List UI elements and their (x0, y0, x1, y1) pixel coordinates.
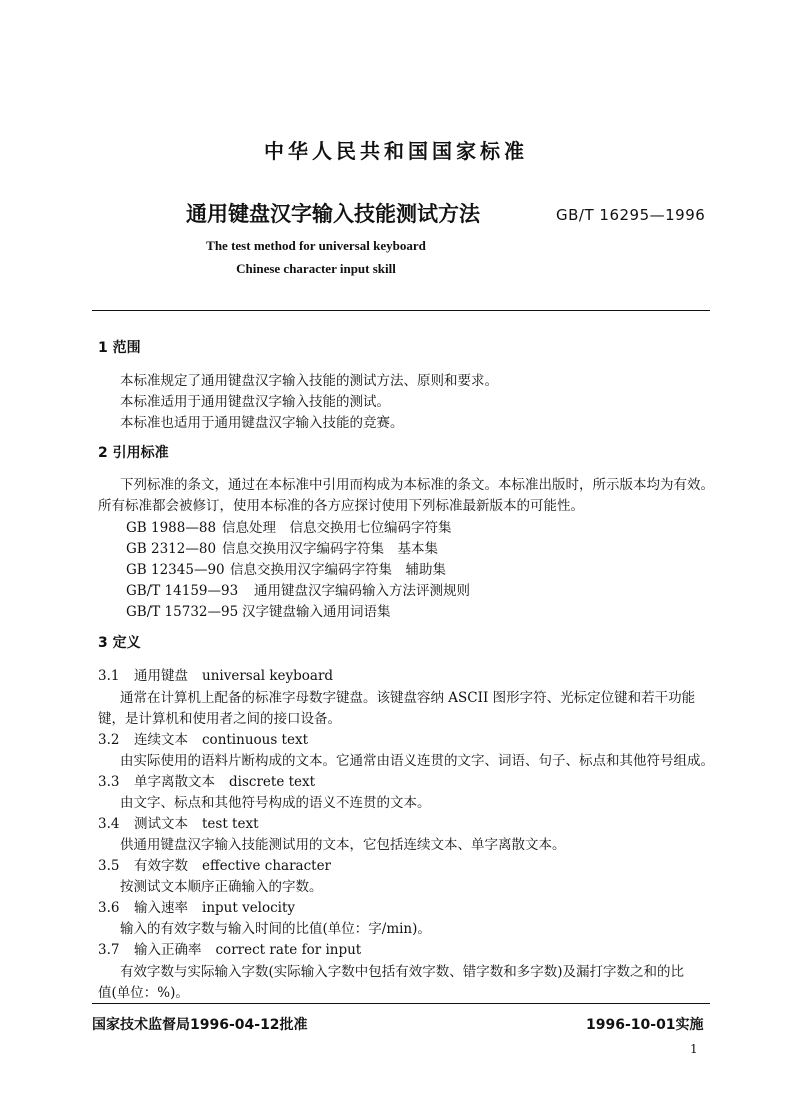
reference-title: 信息处理 信息交换用七位编码字符集 (222, 520, 452, 536)
definition-body: 按测试文本顺序正确输入的字数。 (120, 879, 323, 895)
definition-number: 3.7 (98, 942, 120, 958)
definition-body: 由实际使用的语料片断构成的文本。它通常由语义连贯的文字、词语、句子、标点和其他符号组成。 (120, 753, 714, 769)
definition-term-en: universal keyboard (202, 668, 334, 684)
reference-title: 汉字键盘输入通用词语集 (242, 604, 391, 620)
section-1-line: 本标准也适用于通用键盘汉字输入技能的竞赛。 (120, 415, 404, 431)
definition-term-zh: 单字离散文本 (134, 774, 215, 790)
definition-number: 3.5 (98, 858, 120, 874)
section-1-line: 本标准适用于通用键盘汉字输入技能的测试。 (120, 394, 390, 410)
definition-body: 值(单位：%)。 (98, 985, 189, 1001)
definition-body: 供通用键盘汉字输入技能测试用的文本，它包括连续文本、单字离散文本。 (120, 837, 566, 853)
reference-item (126, 516, 452, 536)
definition-term (98, 896, 295, 916)
section-2-intro: 下列标准的条文，通过在本标准中引用而构成为本标准的条文。本标准出版时，所示版本均为有效。 (120, 477, 714, 493)
definition-term-zh: 通用键盘 (134, 668, 188, 684)
footer-divider (92, 1003, 710, 1004)
section-1-heading: 1 范围 (98, 340, 141, 356)
definition-body: 输入的有效字数与输入时间的比值(单位：字/min)。 (120, 921, 431, 937)
approval-note: 国家技术监督局1996-04-12批准 (92, 1017, 308, 1033)
definition-body: 有效字数与实际输入字数(实际输入字数中包括有效字数、错字数和多字数)及漏打字数之和的比 (120, 964, 685, 980)
section-3-heading: 3 定义 (98, 635, 141, 651)
reference-code: GB/T 14159—93 (126, 583, 239, 599)
document-title: 通用键盘汉字输入技能测试方法 (186, 202, 480, 226)
definition-term-en: correct rate for input (215, 942, 362, 958)
reference-code: GB 2312—80 (126, 541, 217, 557)
definition-term (98, 728, 308, 748)
definition-body: 键，是计算机和使用者之间的接口设备。 (98, 711, 341, 727)
reference-item (126, 558, 446, 578)
reference-title: 信息交换用汉字编码字符集 基本集 (222, 541, 438, 557)
definition-term-en: discrete text (229, 774, 316, 790)
definition-number: 3.3 (98, 774, 120, 790)
definition-number: 3.6 (98, 900, 120, 916)
definition-term (98, 770, 315, 790)
definition-term-en: input velocity (202, 900, 296, 916)
definition-term (98, 854, 331, 874)
definition-term-en: continuous text (202, 732, 309, 748)
english-title-line-2: Chinese character input skill (236, 261, 396, 276)
definition-term (98, 938, 361, 958)
reference-item (126, 537, 438, 557)
reference-title: 通用键盘汉字编码输入方法评测规则 (254, 583, 470, 599)
definition-number: 3.4 (98, 816, 120, 832)
reference-code: GB 1988—88 (126, 520, 217, 536)
definition-term-zh: 连续文本 (134, 732, 188, 748)
definition-number: 3.1 (98, 668, 120, 684)
effective-date: 1996-10-01实施 (586, 1017, 704, 1033)
definition-body: 由文字、标点和其他符号构成的语义不连贯的文本。 (120, 795, 431, 811)
reference-code: GB 12345—90 (126, 562, 225, 578)
header-divider (92, 310, 710, 311)
definition-term-zh: 有效字数 (134, 858, 188, 874)
reference-title: 信息交换用汉字编码字符集 辅助集 (230, 562, 446, 578)
page-number: 1 (690, 1042, 698, 1056)
definition-term-zh: 输入速率 (134, 900, 188, 916)
definition-term (98, 812, 259, 832)
definition-term-zh: 输入正确率 (134, 942, 202, 958)
section-2-intro-cont: 所有标准都会被修订，使用本标准的各方应探讨使用下列标准最新版本的可能性。 (98, 498, 584, 514)
standard-number: GB/T 16295—1996 (556, 206, 706, 224)
section-2-heading: 2 引用标准 (98, 445, 169, 461)
definition-term-zh: 测试文本 (134, 816, 188, 832)
reference-code: GB/T 15732—95 (126, 604, 239, 620)
reference-item (126, 579, 470, 599)
section-1-line: 本标准规定了通用键盘汉字输入技能的测试方法、原则和要求。 (120, 373, 498, 389)
definition-body: 通常在计算机上配备的标准字母数字键盘。该键盘容纳 ASCII 图形字符、光标定位键和若干功能 (120, 690, 696, 706)
english-title-line-1: The test method for universal keyboard (206, 238, 426, 253)
definition-term-en: effective character (202, 858, 332, 874)
definition-term-en: test text (202, 816, 259, 832)
definition-term (98, 664, 333, 684)
issuing-body: 中华人民共和国国家标准 (264, 139, 528, 163)
definition-number: 3.2 (98, 732, 120, 748)
reference-item (126, 600, 391, 620)
